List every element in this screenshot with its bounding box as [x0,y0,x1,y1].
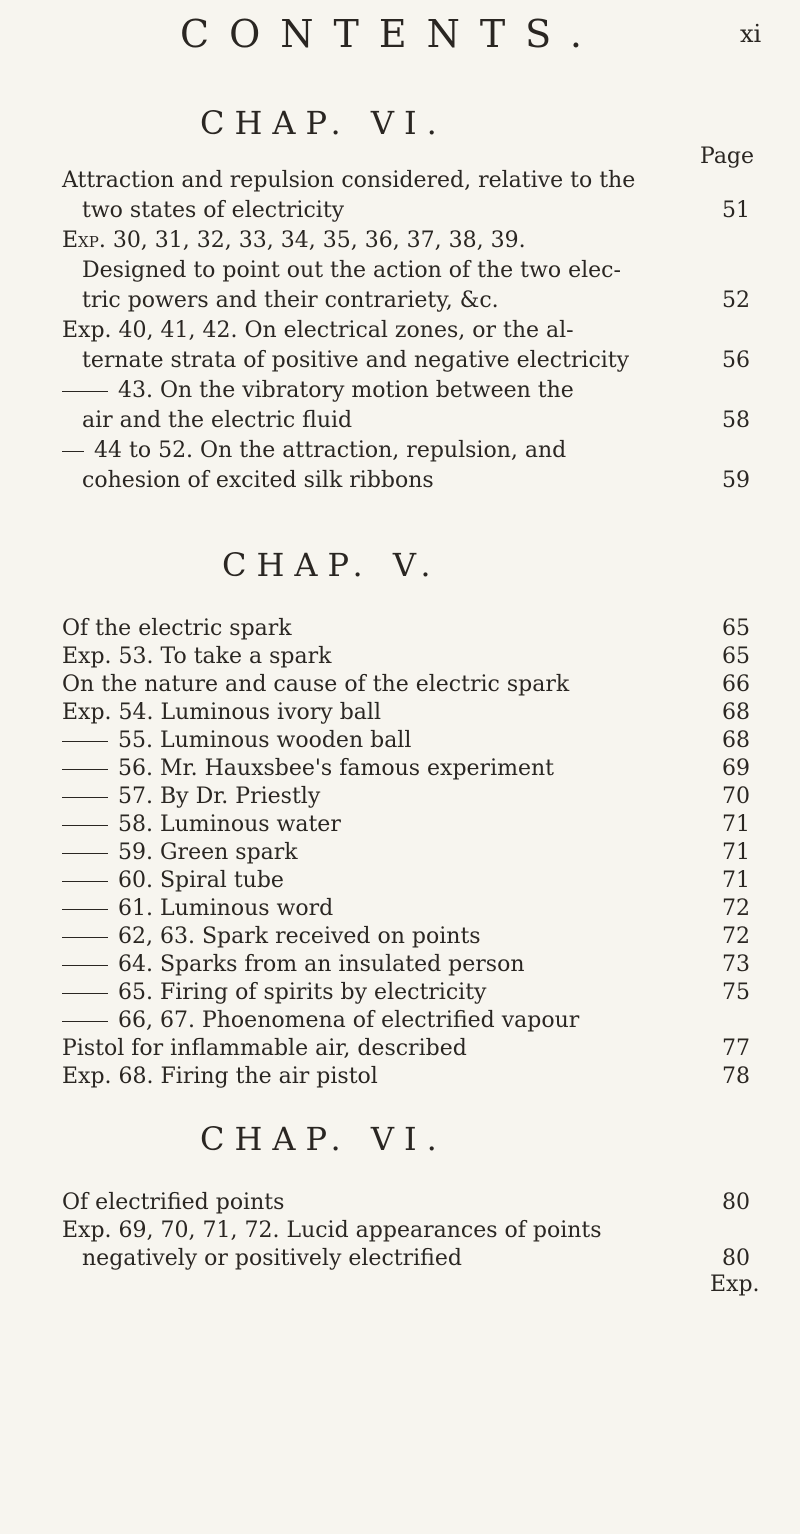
folio: xi [740,20,762,48]
toc-entry: Exp. 69, 70, 71, 72. Lucid appearances of points [62,1218,602,1243]
toc-entry [62,894,333,924]
toc-entry [62,376,574,406]
toc-page: 69 [722,756,750,781]
ditto-dash [62,391,108,392]
toc-entry-text: 59. Green spark [118,840,298,865]
chapter-heading: CHAP. VI. [200,1120,447,1158]
ditto-dash [62,1021,108,1022]
toc-page: 71 [722,868,750,893]
toc-page: 59 [722,468,750,493]
toc-entry-text: 55. Luminous wooden ball [118,728,412,753]
ditto-dash [62,881,108,882]
toc-entry: Of electrified points [62,1190,285,1215]
toc-entry-text: 43. On the vibratory motion between the [118,378,574,403]
toc-entry-text: 61. Luminous word [118,896,334,921]
toc-entry-text: 62, 63. Spark received on points [118,924,481,949]
toc-entry-text: 66, 67. Phoenomena of electrified vapour [118,1008,580,1033]
toc-entry [62,866,284,896]
running-head: CONTENTS. [180,12,602,56]
toc-page: 68 [722,728,750,753]
toc-page: 71 [722,840,750,865]
ditto-dash [62,741,108,742]
toc-entry: Exp. 53. To take a spark [62,644,332,669]
toc-page: 80 [722,1246,750,1271]
toc-entry: Exp. 68. Firing the air pistol [62,1064,378,1089]
toc-entry [62,726,411,756]
toc-entry-text: 56. Mr. Hauxsbee's famous experiment [118,756,555,781]
ditto-dash [62,937,108,938]
toc-entry [62,810,341,840]
toc-entry: Of the electric spark [62,616,292,641]
chapter-heading: CHAP. VI. [200,104,447,142]
toc-page: 72 [722,924,750,949]
toc-page: 75 [722,980,750,1005]
toc-entry: negatively or positively electrified [82,1246,462,1271]
ditto-dash [62,965,108,966]
toc-entry: two states of electricity [82,198,345,223]
toc-entry-text: 57. By Dr. Priestly [118,784,321,809]
toc-page: 78 [722,1064,750,1089]
toc-entry [62,838,298,868]
toc-entry: On the nature and cause of the electric spark [62,672,570,697]
toc-entry: Exp. 40, 41, 42. On electrical zones, or the al- [62,318,574,343]
toc-entry [62,978,486,1008]
toc-entry: Designed to point out the action of the two elec- [82,258,621,283]
toc-entry: Pistol for inflammable air, described [62,1036,467,1061]
ditto-dash [62,909,108,910]
page-column-label: Page [700,144,755,169]
toc-page: 56 [722,348,750,373]
toc-entry: Attraction and repulsion considered, relative to the [62,168,636,193]
toc-page: 71 [722,812,750,837]
toc-page: 58 [722,408,750,433]
toc-entry: air and the electric fluid [82,408,353,433]
toc-entry [62,436,566,466]
ditto-dash [62,825,108,826]
ditto-dash [62,797,108,798]
toc-entry-text: 64. Sparks from an insulated person [118,952,525,977]
toc-entry: Exp. 54. Luminous ivory ball [62,700,381,725]
ditto-dash [62,853,108,854]
toc-page: 52 [722,288,750,313]
toc-page: 73 [722,952,750,977]
toc-page: 70 [722,784,750,809]
toc-page: 77 [722,1036,750,1061]
toc-entry [62,1006,579,1036]
toc-entry-text: 60. Spiral tube [118,868,284,893]
toc-page: 51 [722,198,750,223]
toc-page: 65 [722,616,750,641]
ditto-dash [62,769,108,770]
ditto-dash [62,451,84,452]
toc-page: 66 [722,672,750,697]
toc-entry: tric powers and their contrariety, &c. [82,288,499,313]
toc-entry [62,754,554,784]
toc-entry [62,922,481,952]
toc-page: 80 [722,1190,750,1215]
toc-page: 68 [722,700,750,725]
toc-entry-text: 65. Firing of spirits by electricity [118,980,487,1005]
toc-entry-text: 58. Luminous water [118,812,341,837]
toc-entry [62,782,320,812]
toc-page: 65 [722,644,750,669]
catchword: Exp. [710,1272,760,1297]
toc-entry: ternate strata of positive and negative electricity [82,348,630,373]
toc-entry [62,950,525,980]
toc-entry: cohesion of excited silk ribbons [82,468,434,493]
toc-entry: Exp. 30, 31, 32, 33, 34, 35, 36, 37, 38, 39. [62,228,526,253]
chapter-heading: CHAP. V. [222,546,441,584]
toc-page: 72 [722,896,750,921]
toc-entry-text: 44 to 52. On the attraction, repulsion, and [94,438,567,463]
ditto-dash [62,993,108,994]
